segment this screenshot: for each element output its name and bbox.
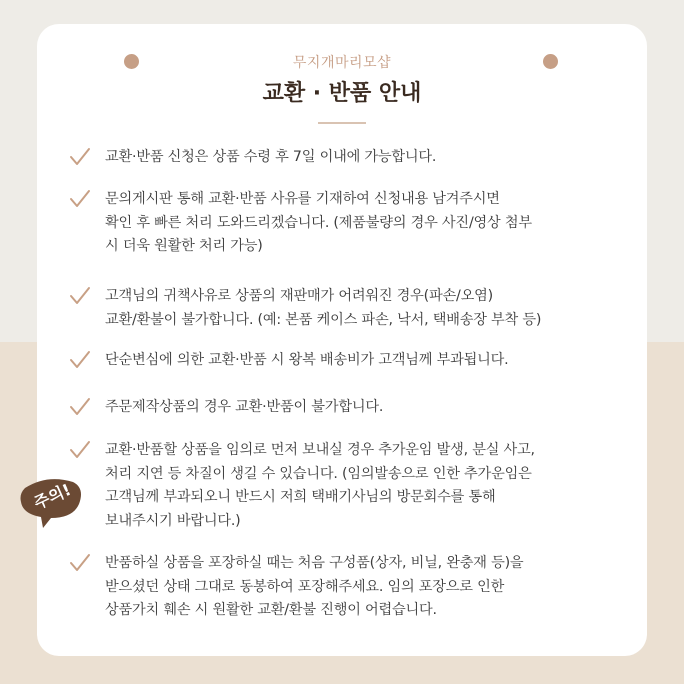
item-text: 교환·반품할 상품을 임의로 먼저 보내실 경우 추가운임 발생, 분실 사고, 처리 지연 등 차질이 생길 수 있습니다. (임의발송으로 인한 추가운임은 고객님께 부과되오니 반드시 저희 택배기사님의 방문회수를 통해 보내주시기 바랍니다.) xyxy=(105,442,535,529)
item-text: 고객님의 귀책사유로 상품의 재판매가 어려워진 경우(파손/오염) 교환/환불이 불가합니다. (예: 본품 케이스 파손, 낙서, 택배송장 부착 등) xyxy=(105,288,542,328)
item-text: 단순변심에 의한 교환·반품 시 왕복 배송비가 고객님께 부과됩니다. xyxy=(105,352,509,368)
page-title: 교환 · 반품 안내 xyxy=(262,81,422,106)
warning-badge-label: 주의! xyxy=(31,479,74,513)
brand-name: 무지개마리모샵 xyxy=(292,55,392,71)
title-divider xyxy=(318,122,366,124)
item-text: 문의게시판 통해 교환·반품 사유를 기재하여 신청내용 남겨주시면 확인 후 빠른 처리 도와드리겠습니다. (제품불량의 경우 사진/영상 첨부 시 더욱 원활한 처리 가능) xyxy=(105,191,532,254)
check-icon xyxy=(69,147,91,167)
item-text: 반품하실 상품을 포장하실 때는 처음 구성품(상자, 비닐, 완충재 등)을 받으셨던 상태 그대로 동봉하여 포장해주세요. 임의 포장으로 인한 상품가치 훼손 시 원활한 교환/환불 진행이 어렵습니다. xyxy=(105,555,524,618)
check-icon xyxy=(69,397,91,417)
check-icon xyxy=(69,350,91,370)
check-icon xyxy=(69,189,91,209)
item-text: 교환·반품 신청은 상품 수령 후 7일 이내에 가능합니다. xyxy=(105,149,437,165)
item-text: 주문제작상품의 경우 교환·반품이 불가합니다. xyxy=(105,399,384,415)
notice-card xyxy=(37,24,647,656)
check-icon xyxy=(69,286,91,306)
check-icon xyxy=(69,553,91,573)
check-icon xyxy=(69,440,91,460)
